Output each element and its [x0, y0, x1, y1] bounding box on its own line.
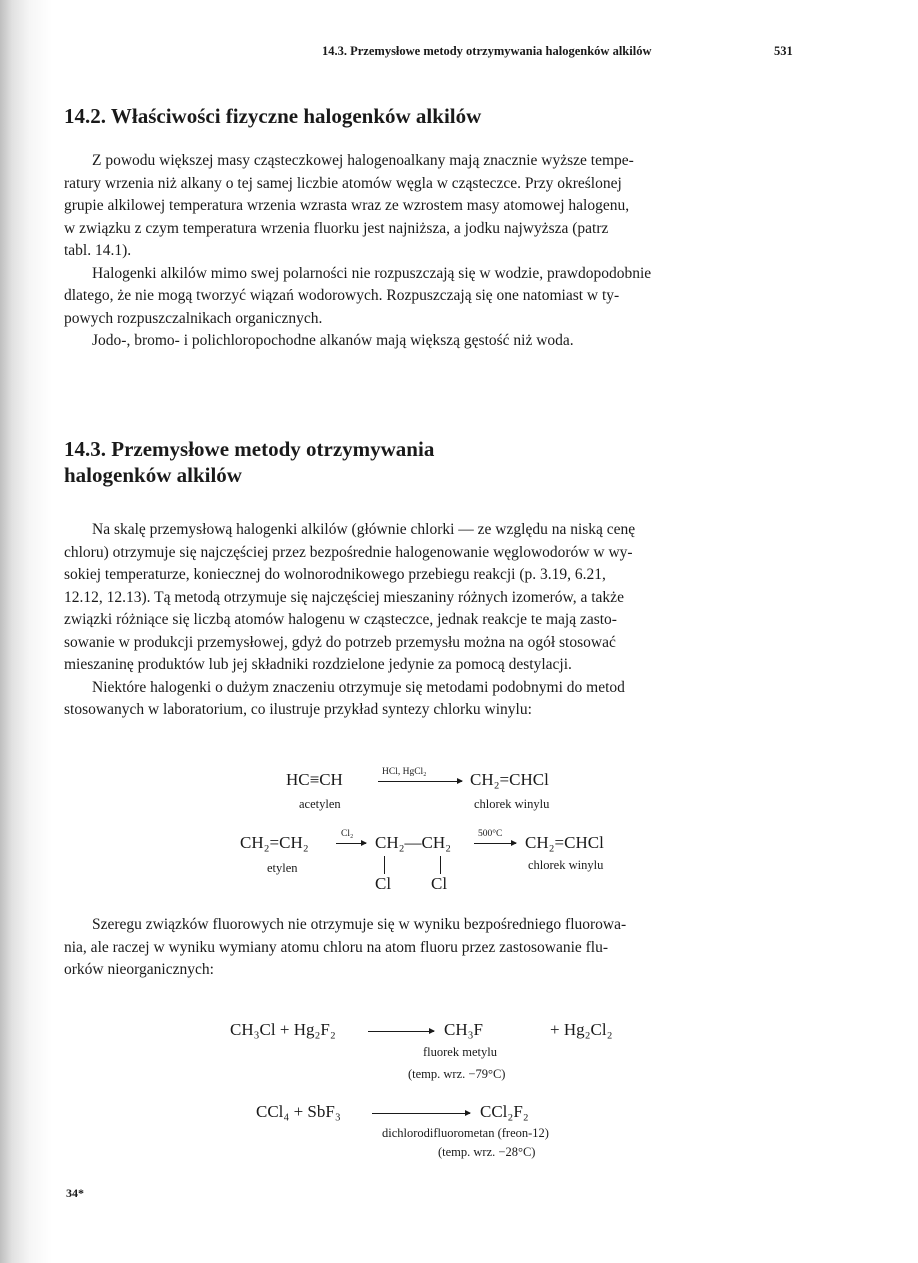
running-header	[322, 44, 802, 59]
heading-line: 14.3. Przemysłowe metody otrzymywania	[64, 437, 435, 461]
r2-reactant-name: etylen	[267, 861, 298, 875]
section-14-3-body	[64, 519, 802, 722]
r3-byproduct: + Hg₂Cl₂	[550, 1020, 613, 1039]
printer-signature: 34*	[66, 1186, 84, 1200]
text-line: powych rozpuszczalnikach organicznych.	[64, 309, 323, 327]
r3-product: CH₃F	[444, 1020, 483, 1039]
paragraph	[64, 677, 802, 722]
reaction-arrow	[336, 843, 366, 844]
r4-reactants: CCl₄ + SbF₃	[256, 1102, 341, 1121]
r2-reactant: CH₂=CH₂	[240, 833, 309, 852]
text-line: Jodo-, bromo- i polichloropochodne alkanów mają większą gęstość niż woda.	[92, 332, 574, 349]
r2-product-name: chlorek winylu	[528, 858, 604, 872]
r1-reactant: HC≡CH	[286, 770, 343, 789]
text-line: stosowanych w laboratorium, co ilustruje przykład syntezy chlorku winylu:	[64, 701, 532, 718]
section-14-2-body	[64, 150, 802, 353]
r1-reactant-name: acetylen	[299, 797, 341, 811]
paragraph	[64, 914, 802, 982]
r4-boiling-point: (temp. wrz. −28°C)	[438, 1145, 536, 1159]
r1-product: CH₂=CHCl	[470, 770, 549, 789]
text-line: związki różniące się liczbą atomów halogenu w cząsteczce, jednak reakcje te mają zasto-	[64, 611, 617, 628]
text-line: Szeregu związków fluorowych nie otrzymuje się w wyniku bezpośredniego fluorowa-	[92, 916, 627, 933]
reaction-arrow	[372, 1113, 470, 1114]
text-line: mieszaninę produktów lub jej składniki rozdzielone jedynie za pomocą destylacji.	[64, 656, 572, 673]
r2-reagent-2: 500°C	[478, 829, 503, 839]
text-line: sokiej temperaturze, koniecznej do wolnorodnikowego przebiegu reakcji (p. 3.19, 6.21,	[64, 566, 606, 583]
text-line: sowanie w produkcji przemysłowej, gdyż do potrzeb przemysłu można na ogół stosować	[64, 633, 616, 651]
reaction-arrow	[368, 1031, 434, 1032]
r1-reagent: HCl, HgCl₂	[382, 767, 427, 777]
r2-substituent-1: Cl	[375, 874, 392, 893]
r4-product: CCl₂F₂	[480, 1102, 529, 1121]
text-line: grupie alkilowej temperatura wrzenia wzrasta wraz ze wzrostem masy atomowej halogenu,	[64, 197, 630, 214]
single-bond	[440, 856, 441, 874]
r3-reactants: CH₃Cl + Hg₂F₂	[230, 1020, 336, 1039]
paragraph	[64, 330, 802, 353]
r1-product-name: chlorek winylu	[474, 797, 550, 811]
r3-product-name: fluorek metylu	[423, 1045, 497, 1059]
r2-intermediate: CH₂—CH₂	[375, 833, 452, 852]
fluorine-paragraph	[64, 914, 802, 982]
text-line: ratury wrzenia niż alkany o tej samej liczbie atomów węgla w cząsteczce. Przy określonej	[64, 174, 622, 192]
page-number: 531	[774, 44, 793, 58]
text-line: chloru) otrzymuje się najczęściej przez bezpośrednie halogenowanie węglowodorów w wy-	[64, 543, 633, 561]
r4-product-name: dichlorodifluorometan (freon-12)	[382, 1126, 549, 1140]
heading-line: halogenków alkilów	[64, 463, 242, 487]
text-line: 12.12, 12.13). Tą metodą otrzymuje się najczęściej mieszaniny różnych izomerów, a także	[64, 588, 624, 606]
running-title: 14.3. Przemysłowe metody otrzymywania halogenków alkilów	[322, 44, 652, 58]
text-line: w związku z czym temperatura wrzenia fluorku jest najniższa, a jodku najwyższa (patrz	[64, 219, 609, 237]
text-line: Halogenki alkilów mimo swej polarności nie rozpuszczają się w wodzie, prawdopodobnie	[92, 264, 652, 282]
text-line: nia, ale raczej w wyniku wymiany atomu chloru na atom fluoru przez zastosowanie flu-	[64, 938, 609, 956]
reaction-arrow	[474, 843, 516, 844]
text-line: tabl. 14.1).	[64, 242, 132, 259]
paragraph	[64, 263, 802, 331]
section-14-2-heading: 14.2. Właściwości fizyczne halogenków alkilów	[64, 104, 482, 128]
r2-reagent-1: Cl₂	[341, 829, 354, 839]
text-line: dlatego, że nie mogą tworzyć wiązań wodorowych. Rozpuszczają się one natomiast w ty-	[64, 287, 620, 304]
r2-substituent-2: Cl	[431, 874, 448, 893]
section-14-3-heading	[64, 436, 434, 488]
paragraph	[64, 519, 802, 677]
text-line: Z powodu większej masy cząsteczkowej halogenoalkany mają znacznie wyższe tempe-	[92, 152, 634, 169]
r3-boiling-point: (temp. wrz. −79°C)	[408, 1067, 506, 1081]
reaction-arrow	[378, 781, 462, 782]
r2-product: CH₂=CHCl	[525, 833, 604, 852]
single-bond	[384, 856, 385, 874]
paragraph	[64, 150, 802, 263]
text-line: orków nieorganicznych:	[64, 961, 214, 978]
text-line: Niektóre halogenki o dużym znaczeniu otrzymuje się metodami podobnymi do metod	[92, 678, 625, 696]
text-line: Na skalę przemysłową halogenki alkilów (głównie chlorki — ze względu na niską cenę	[92, 521, 636, 538]
